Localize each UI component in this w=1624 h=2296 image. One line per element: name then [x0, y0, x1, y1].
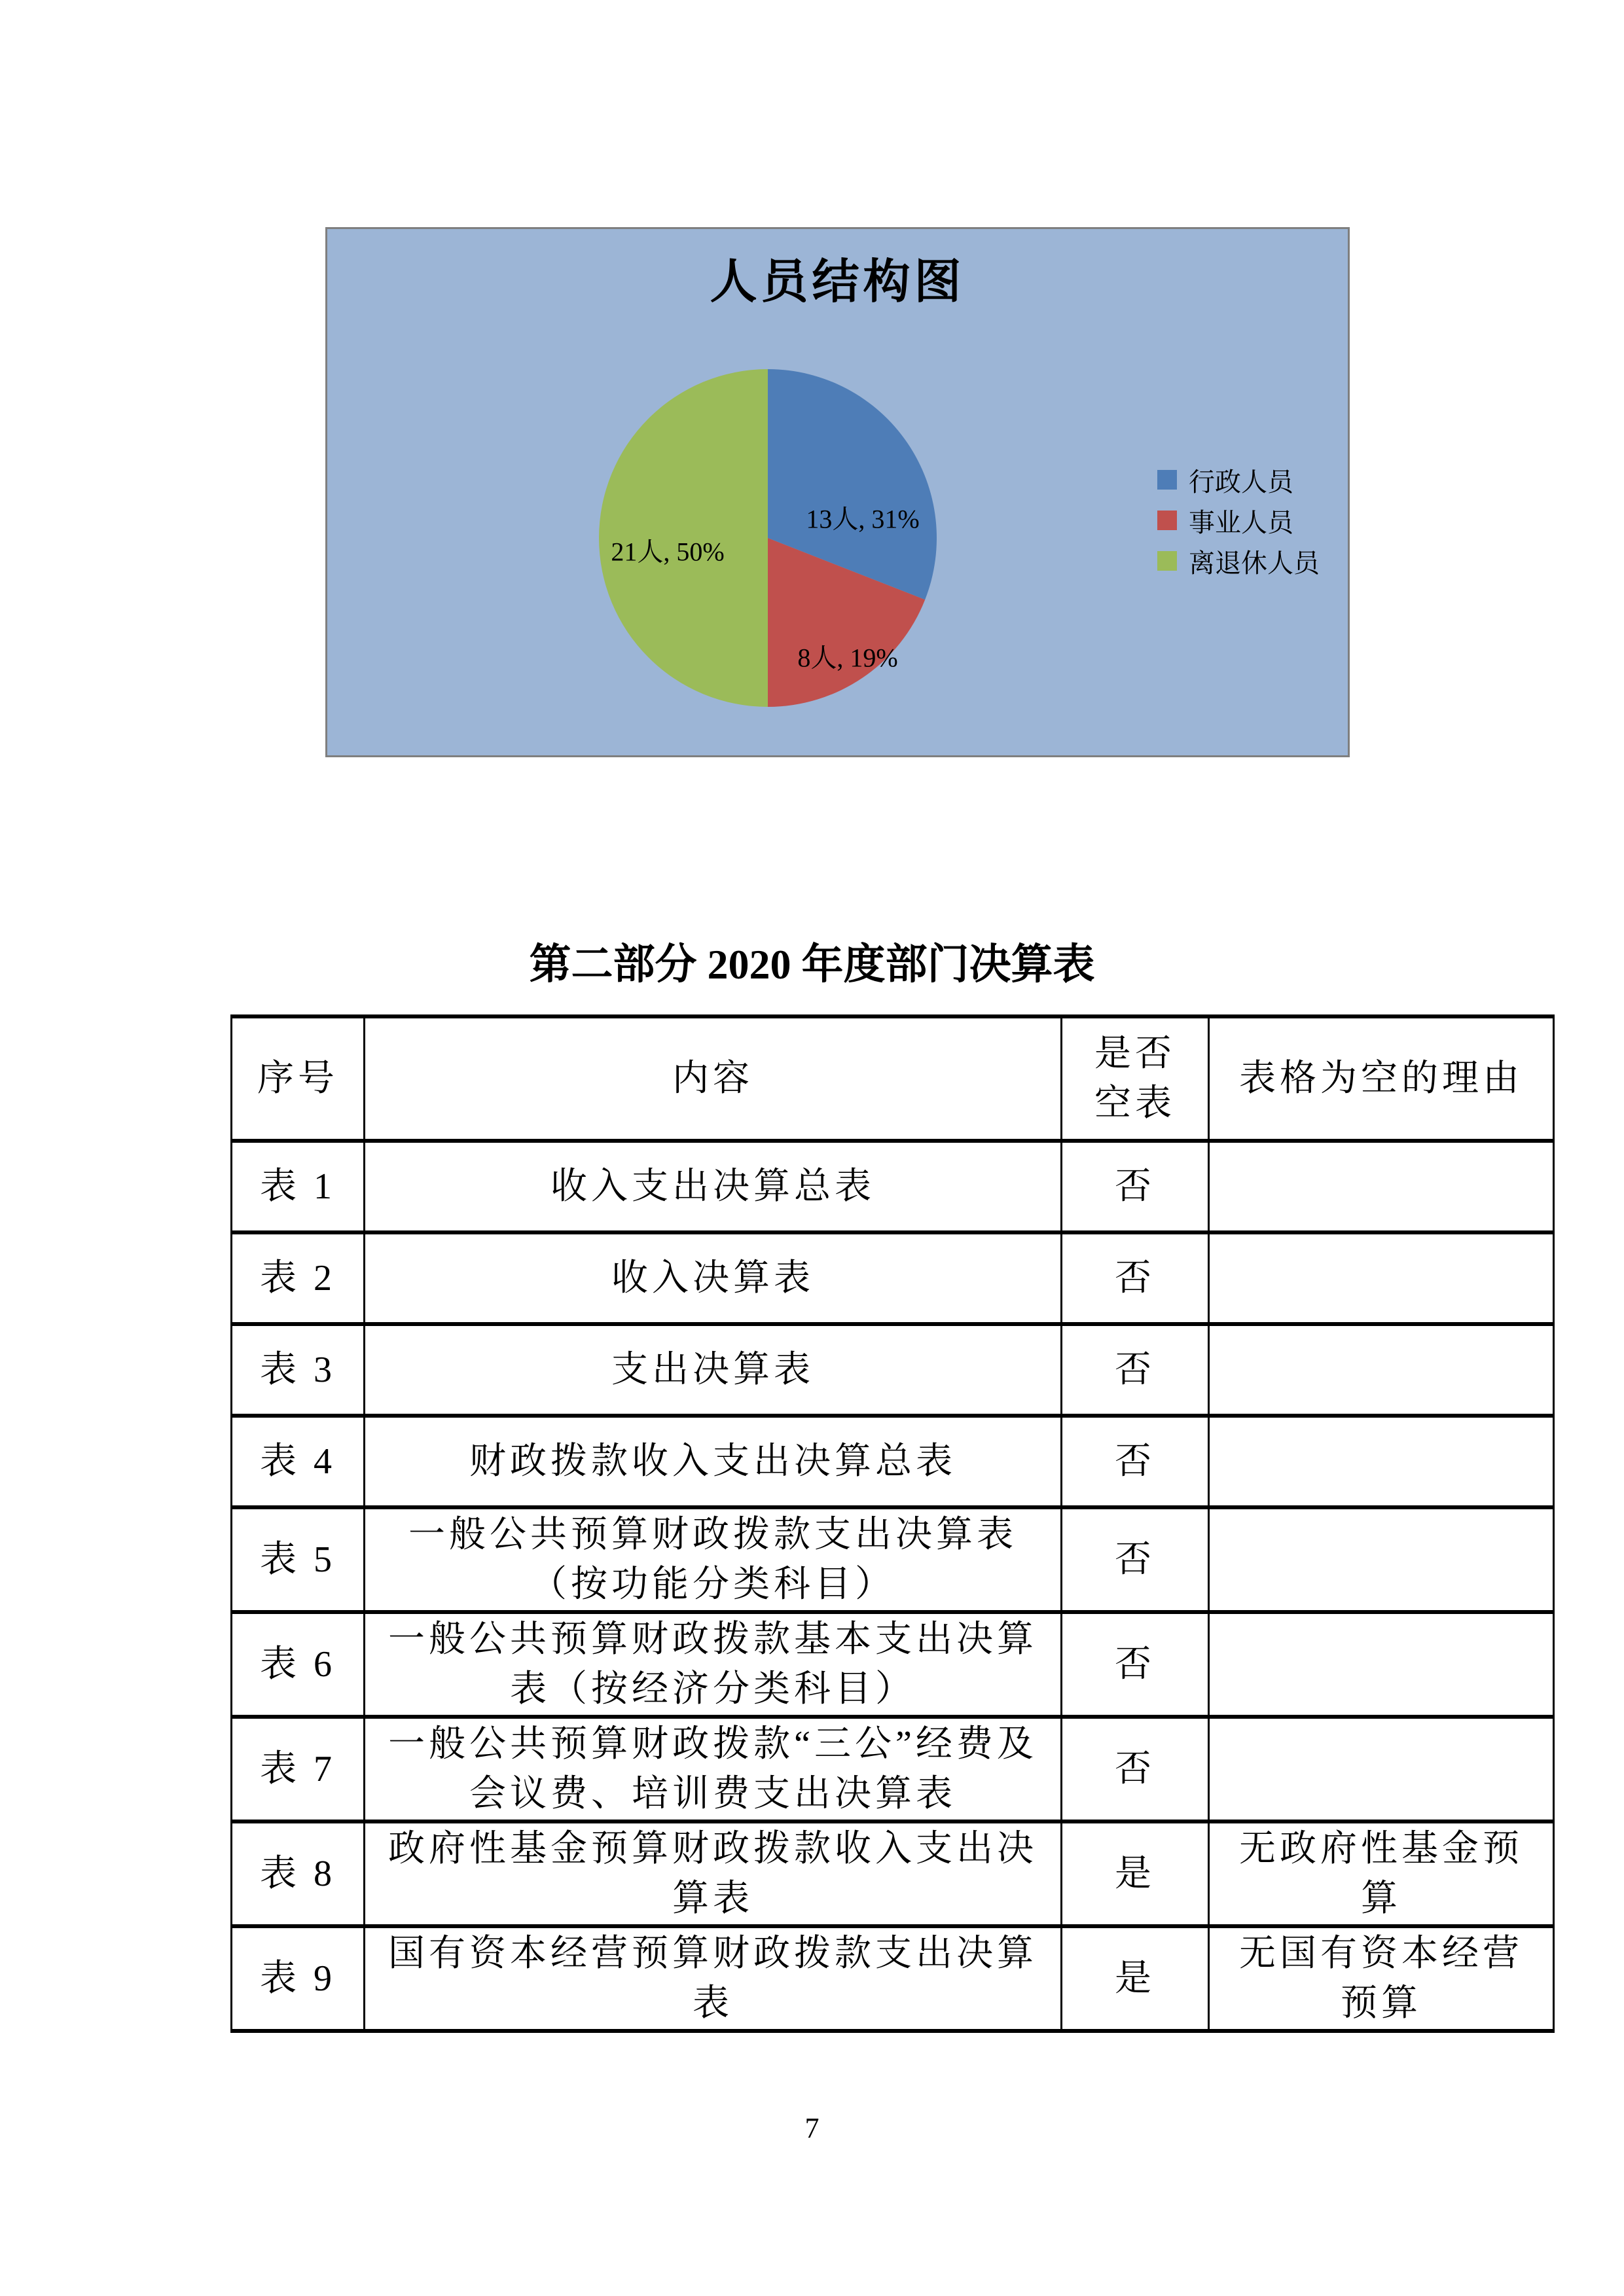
- cell-empty: 否: [1062, 1612, 1209, 1717]
- section-title: 第二部分 2020 年度部门决算表: [529, 941, 1095, 988]
- cell-no: 表 8: [232, 1821, 365, 1926]
- cell-empty: 是: [1062, 1821, 1209, 1926]
- table-row: [232, 1141, 1554, 1232]
- cell-no: 表 7: [232, 1717, 365, 1821]
- cell-reason: [1209, 1324, 1554, 1416]
- cell-reason: [1209, 1507, 1554, 1612]
- legend-item-admin: [1157, 459, 1320, 500]
- table-row: [232, 1324, 1554, 1416]
- cell-no: 表 5: [232, 1507, 365, 1612]
- cell-content: 财政拨款收入支出决算总表: [365, 1416, 1062, 1507]
- cell-empty: 否: [1062, 1232, 1209, 1324]
- cell-reason: [1209, 1232, 1554, 1324]
- pie-slice-label-institution: 8人, 19%: [797, 643, 898, 673]
- legend-item-institution: [1157, 500, 1320, 541]
- cell-reason: [1209, 1717, 1554, 1821]
- cell-content: 一般公共预算财政拨款支出决算表（按功能分类科目）: [365, 1507, 1062, 1612]
- cell-content: 收入决算表: [365, 1232, 1062, 1324]
- cell-content: 支出决算表: [365, 1324, 1062, 1416]
- personnel-structure-chart-panel: [325, 227, 1350, 757]
- cell-no: 表 4: [232, 1416, 365, 1507]
- table-header-row: [232, 1016, 1554, 1141]
- cell-no: 表 1: [232, 1141, 365, 1232]
- cell-content: 一般公共预算财政拨款基本支出决算表（按经济分类科目）: [365, 1612, 1062, 1717]
- cell-no: 表 6: [232, 1612, 365, 1717]
- legend-swatch-admin-icon: [1157, 470, 1177, 490]
- cell-content: 国有资本经营预算财政拨款支出决算表: [365, 1926, 1062, 2031]
- table-row: [232, 1926, 1554, 2031]
- cell-no: 表 3: [232, 1324, 365, 1416]
- cell-reason: 无国有资本经营预算: [1209, 1926, 1554, 2031]
- cell-no: 表 9: [232, 1926, 365, 2031]
- cell-reason: [1209, 1612, 1554, 1717]
- cell-empty: 否: [1062, 1416, 1209, 1507]
- cell-reason: [1209, 1141, 1554, 1232]
- table-row: [232, 1612, 1554, 1717]
- header-content: 内容: [365, 1016, 1062, 1141]
- page-number: 7: [804, 2112, 820, 2144]
- cell-empty: 否: [1062, 1507, 1209, 1612]
- table-row: [232, 1232, 1554, 1324]
- cell-empty: 否: [1062, 1717, 1209, 1821]
- final-accounts-table: [230, 1014, 1555, 2033]
- table-row: [232, 1717, 1554, 1821]
- cell-empty: 是: [1062, 1926, 1209, 2031]
- pie-slice-label-admin: 13人, 31%: [806, 504, 920, 534]
- pie-slice-label-retired: 21人, 50%: [611, 537, 725, 567]
- table-row: [232, 1416, 1554, 1507]
- legend-swatch-institution-icon: [1157, 511, 1177, 530]
- legend-label-retired: 离退休人员: [1189, 548, 1320, 578]
- chart-title: 人员结构图: [710, 256, 965, 308]
- cell-reason: [1209, 1416, 1554, 1507]
- chart-legend: [1157, 459, 1320, 581]
- legend-label-admin: 行政人员: [1189, 467, 1293, 497]
- cell-reason: 无政府性基金预算: [1209, 1821, 1554, 1926]
- legend-label-institution: 事业人员: [1189, 507, 1293, 537]
- header-reason: 表格为空的理由: [1209, 1016, 1554, 1141]
- legend-item-retired: [1157, 541, 1320, 581]
- header-empty: 是否空表: [1062, 1016, 1209, 1141]
- table-row: [232, 1821, 1554, 1926]
- cell-empty: 否: [1062, 1141, 1209, 1232]
- cell-content: 收入支出决算总表: [365, 1141, 1062, 1232]
- cell-content: 政府性基金预算财政拨款收入支出决算表: [365, 1821, 1062, 1926]
- legend-swatch-retired-icon: [1157, 551, 1177, 571]
- cell-no: 表 2: [232, 1232, 365, 1324]
- header-no: 序号: [232, 1016, 365, 1141]
- cell-content: 一般公共预算财政拨款“三公”经费及会议费、培训费支出决算表: [365, 1717, 1062, 1821]
- table-row: [232, 1507, 1554, 1612]
- cell-empty: 否: [1062, 1324, 1209, 1416]
